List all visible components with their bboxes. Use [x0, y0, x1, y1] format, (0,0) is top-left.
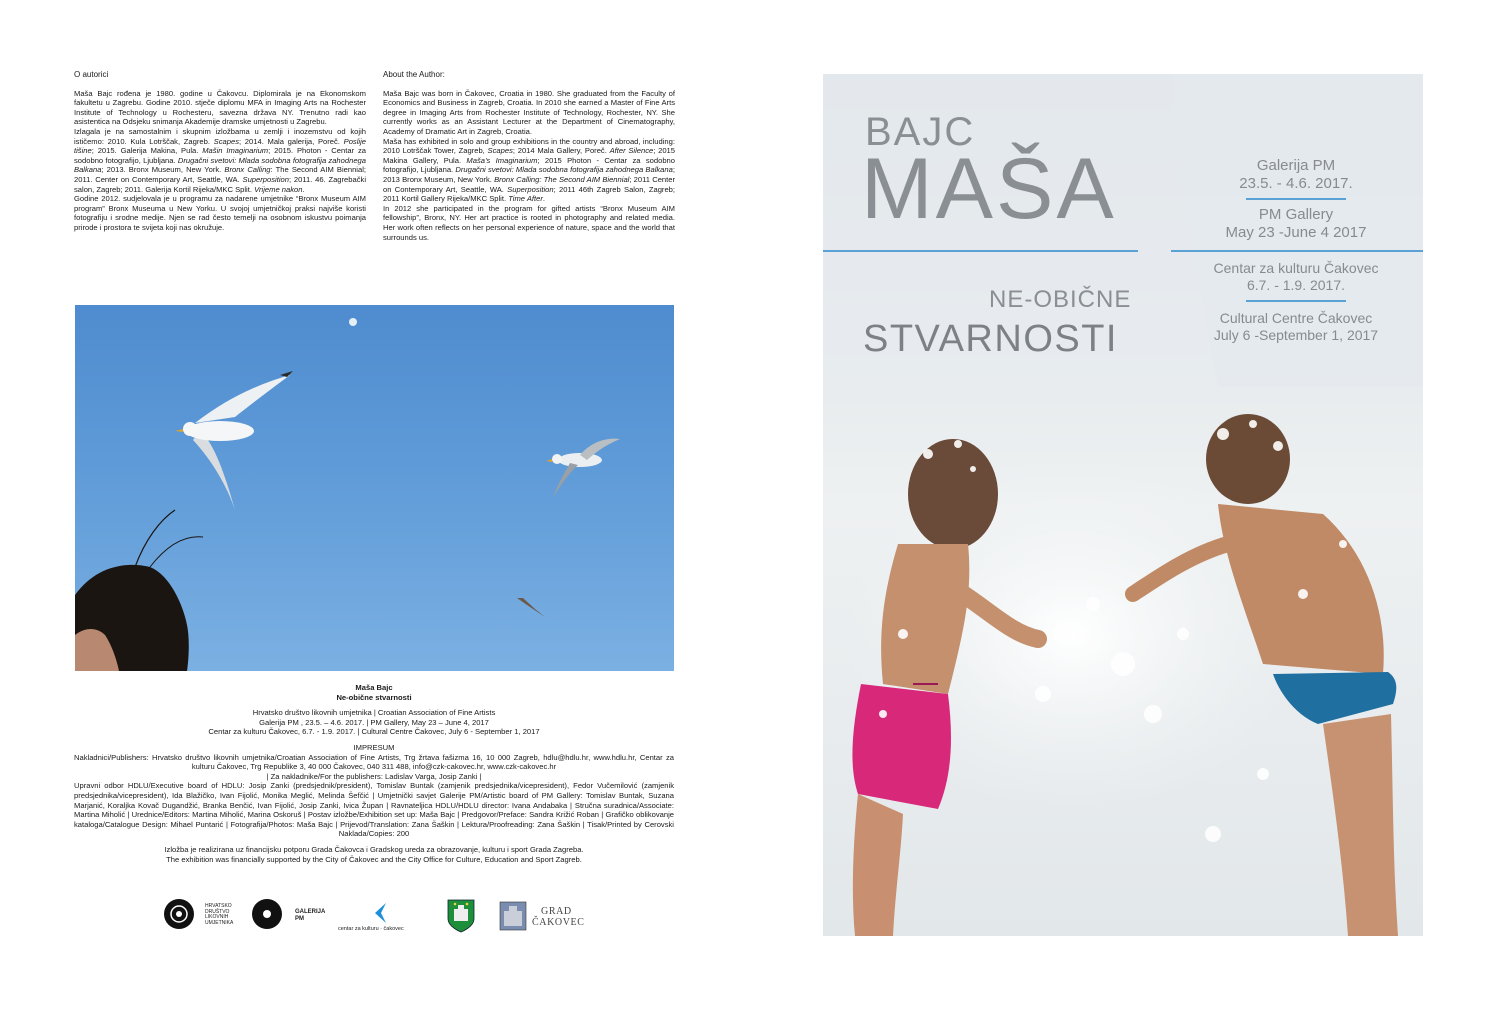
dates-2-hr: 6.7. - 1.9. 2017. — [1246, 277, 1346, 293]
left-page — [0, 0, 748, 1010]
zagreb-coat-of-arms-icon — [447, 899, 475, 933]
info-divider-2 — [1171, 250, 1423, 252]
venue-1-en-block — [1171, 206, 1421, 242]
colophon-title: Ne-obične stvarnosti — [336, 692, 412, 702]
galerija-pm-logo-icon — [251, 898, 283, 930]
impressum-heading: IMPRESUM — [353, 742, 395, 752]
bio-hr-heading: O autorici — [74, 70, 109, 79]
hdlu-logo-text: HRVATSKO DRUŠTVO LIKOVNIH UMJETNIKA — [205, 903, 234, 926]
cover — [823, 74, 1423, 936]
hdlu-logo-icon — [163, 898, 195, 930]
gull-medium — [546, 439, 620, 497]
colophon-artist: Maša Bajc — [355, 683, 393, 692]
venue-1-block — [1171, 157, 1421, 193]
venue-2-en-block — [1171, 310, 1421, 344]
title-divider — [823, 250, 1138, 252]
sponsor-logos — [160, 898, 600, 940]
czk-logo-text: centar za kulturu · čakovec — [338, 926, 404, 932]
cover-surname: BAJC — [865, 110, 976, 154]
support-english: The exhibition was financially supported by the City of Čakovec and the City Office for Culture, Education and Sport Zagreb. — [166, 854, 582, 864]
grad-cakovec-text: GRAD ČAKOVEC — [532, 906, 585, 928]
seagulls-photo — [75, 305, 674, 671]
bio-en-heading: About the Author: — [383, 70, 445, 79]
impressum-publishers: Nakladnici/Publishers: Hrvatsko društvo likovnih umjetnika/Croatian Association of Fine Artists, Trg žrtava fašizma 16, 10 000 Zagreb, hdlu@hdlu.hr, www.hdlu.hr, Centar za kulturu Čakovec, Trg Republike 3, 40 000 Čakovec, 040 311 488, info@czk-cakovec.hr, www.czk-cakovec.hr — [74, 752, 674, 772]
seagulls-illustration — [75, 305, 674, 671]
colophon-venue-1: Galerija PM , 23.5. – 4.6. 2017. | PM Gallery, May 23 – June 4, 2017 — [259, 717, 489, 727]
bio-en-exhibitions: Maša has exhibited in solo and group exhibitions in the country and abroad, including: 2010 Lotrščak Tower, Zagreb, Scapes; 2014 Mala Gallery, Poreč. After Silence; 2015 Makina Gallery, Pula. Maša’s Imaginarium; 2015 Photon - Centar za sodobno fotografijo, Ljubljana. Drugačni svetovi: Mlada sodobna fotografija zahodnega Balkana; 2013 Bronx Museum, New York. Bronx Calling: The Second AIM Biennial; 2011 Center on Contemporary Art, Seattle, WA. Superposition; 2011 46th Zagreb Salon, Zagreb; 2011 Kortil Gallery Rijeka/MKC Split. Time After. — [383, 136, 676, 204]
dates-1-en: May 23 -June 4 2017 — [1225, 224, 1367, 241]
support-croatian: Izložba je realizirana uz financijsku potporu Grada Čakovca i Gradskog ureda za obrazovanje, kulturu i sport Grada Zagreba. — [164, 844, 584, 854]
bio-english — [383, 70, 675, 242]
gull-distant — [517, 598, 545, 617]
moon — [349, 318, 357, 326]
cover-subtitle-2: STVARNOSTI — [863, 318, 1118, 360]
info-divider-3 — [1246, 300, 1346, 302]
cover-subtitle-1: NE-OBIČNE — [989, 286, 1132, 313]
impressum-board: Upravni odbor HDLU/Executive board of HDLU: Josip Zanki (predsjednik/president), Tomislav Buntak (zamjenik predsjednika/vicepresident), Fedor Vučemilović (zamjenik predsjednika/vicepresident), Ida Blažičko, Ivan Fijolić, Monika Meglić, Melinda Šefčić | Umjetnički savjet Galerije PM/Artistic board of PM Gallery: Tomislav Buntak, Suzana Marjanić, Koraljka Kovač Dugandžić, Branka Benčić, Ivan Fijolić, Josip Zanki, Ivica Župan | Ravnateljica HDLU/HDLU director: Ivana Andabaka | Stručna suradnica/Associate: Martina Miholić | Urednice/Editors: Martina Miholić, Marina Oskoruš | Postav izložbe/Exhibition set up: Maša Bajc | Predgovor/Preface: Sandra Križić Roban | Grafičko oblikovanje kataloga/Catalogue Design: Mihael Puntarić | Fotografija/Photos: Maša Bajc | Prijevod/Translation: Zana Šaškin | Lektura/Proofreading: Zana Šaškin | Tisak/Printed by Cerovski Naklada/Copies: 200 — [74, 781, 674, 839]
venue-2-block — [1171, 260, 1421, 294]
bio-en-paragraph: Maša Bajc was born in Čakovec, Croatia in 1980. She graduated from the Faculty of Economics and Business in Zagreb, Croatia. In 2010 she earned a Master of Fine Arts degree in Imaging Arts from Rochester Institute of Technology, Rochester, NY. She currently works as an Assistant Lecturer at the Department of Cinematography, Academy of Dramatic Art in Zagreb, Croatia. — [383, 88, 675, 136]
bio-hr-paragraph: Maša Bajc rođena je 1980. godine u Čakovcu. Diplomirala je na Ekonomskom fakultetu u Zagrebu. Godine 2010. stječe diplomu MFA in Imaging Arts na Rochester Institute of Technology u Rochesteru, savezna država NY. Trenutno radi kao asistentica na Odsjeku snimanja Akademije dramske umjetnosti u Zagrebu. — [74, 88, 366, 127]
bio-hr-exhibitions: Izlagala je na samostalnim i skupnim izložbama u zemlji i inozemstvu od kojih ističemo: 2010. Kula Lotrščak, Zagreb. Scapes; 2014. Mala galerija, Poreč. Poslije tišine; 2015. Galerija Makina, Pula. Mašin Imaginarium; 2015. Photon - Centar za sodobno fotografijo, Ljubljana. Drugačni svetovi: Mlada sodobna fotografija zahodnega Balkana; 2013. Bronx Museum, New York. Bronx Calling: The Second AIM Biennial; 2011. Center on Contemporary Art, Seattle, WA. Superposition; 2011. 46. Zagrebački salon, Zagreb; 2011. Galerija Kortil Rijeka/MKC Split. Vrijeme nakon. — [74, 126, 367, 194]
cover-name: MAŠA — [861, 141, 1117, 237]
gull-large — [175, 371, 293, 510]
colophon-venue-2: Centar za kulturu Čakovec, 6.7. - 1.9. 2017. | Cultural Centre Čakovec, July 6 - September 1, 2017 — [208, 727, 540, 737]
czk-logo-icon — [370, 902, 394, 924]
dates-2-en: July 6 -September 1, 2017 — [1213, 327, 1379, 343]
right-page-cover — [748, 0, 1497, 1010]
venue-1-en: PM Gallery — [1258, 206, 1334, 223]
bio-en-program: In 2012 she participated in the program for gifted artists “Bronx Museum AIM fellowship”, Bronx, NY. Her art practice is rooted in photography and related media. Her work often reflects on her personal experience of nature, space and the world that surrounds us. — [383, 203, 675, 242]
colophon-org: Hrvatsko društvo likovnih umjetnika | Croatian Association of Fine Artists — [252, 708, 496, 718]
colophon — [74, 683, 674, 864]
bio-hr-program: Godine 2012. sudjelovala je u programu za nadarene umjetnike “Bronx Museum AIM program” Bronx Museuma u New Yorku. U svojoj umjetničkoj praksi najviše koristi fotografiju i srodne medije. Njen se rad često temelji na osobnom iskustvu poimanja prirode i prostora te svijeta koji nas okružuje. — [74, 194, 366, 232]
cakovec-coat-of-arms-icon — [499, 901, 527, 931]
venue-1-hr: Galerija PM — [1256, 157, 1336, 174]
info-divider-1 — [1246, 198, 1346, 200]
bio-croatian — [74, 70, 366, 233]
venue-2-hr: Centar za kulturu Čakovec — [1213, 260, 1379, 276]
dates-1-hr: 23.5. - 4.6. 2017. — [1239, 175, 1353, 192]
impressum-for-publishers: | Za nakladnike/For the publishers: Ladislav Varga, Josip Zanki | — [266, 771, 482, 781]
galerija-pm-logo-text: GALERIJA PM — [295, 909, 326, 922]
venue-2-en: Cultural Centre Čakovec — [1219, 310, 1373, 326]
